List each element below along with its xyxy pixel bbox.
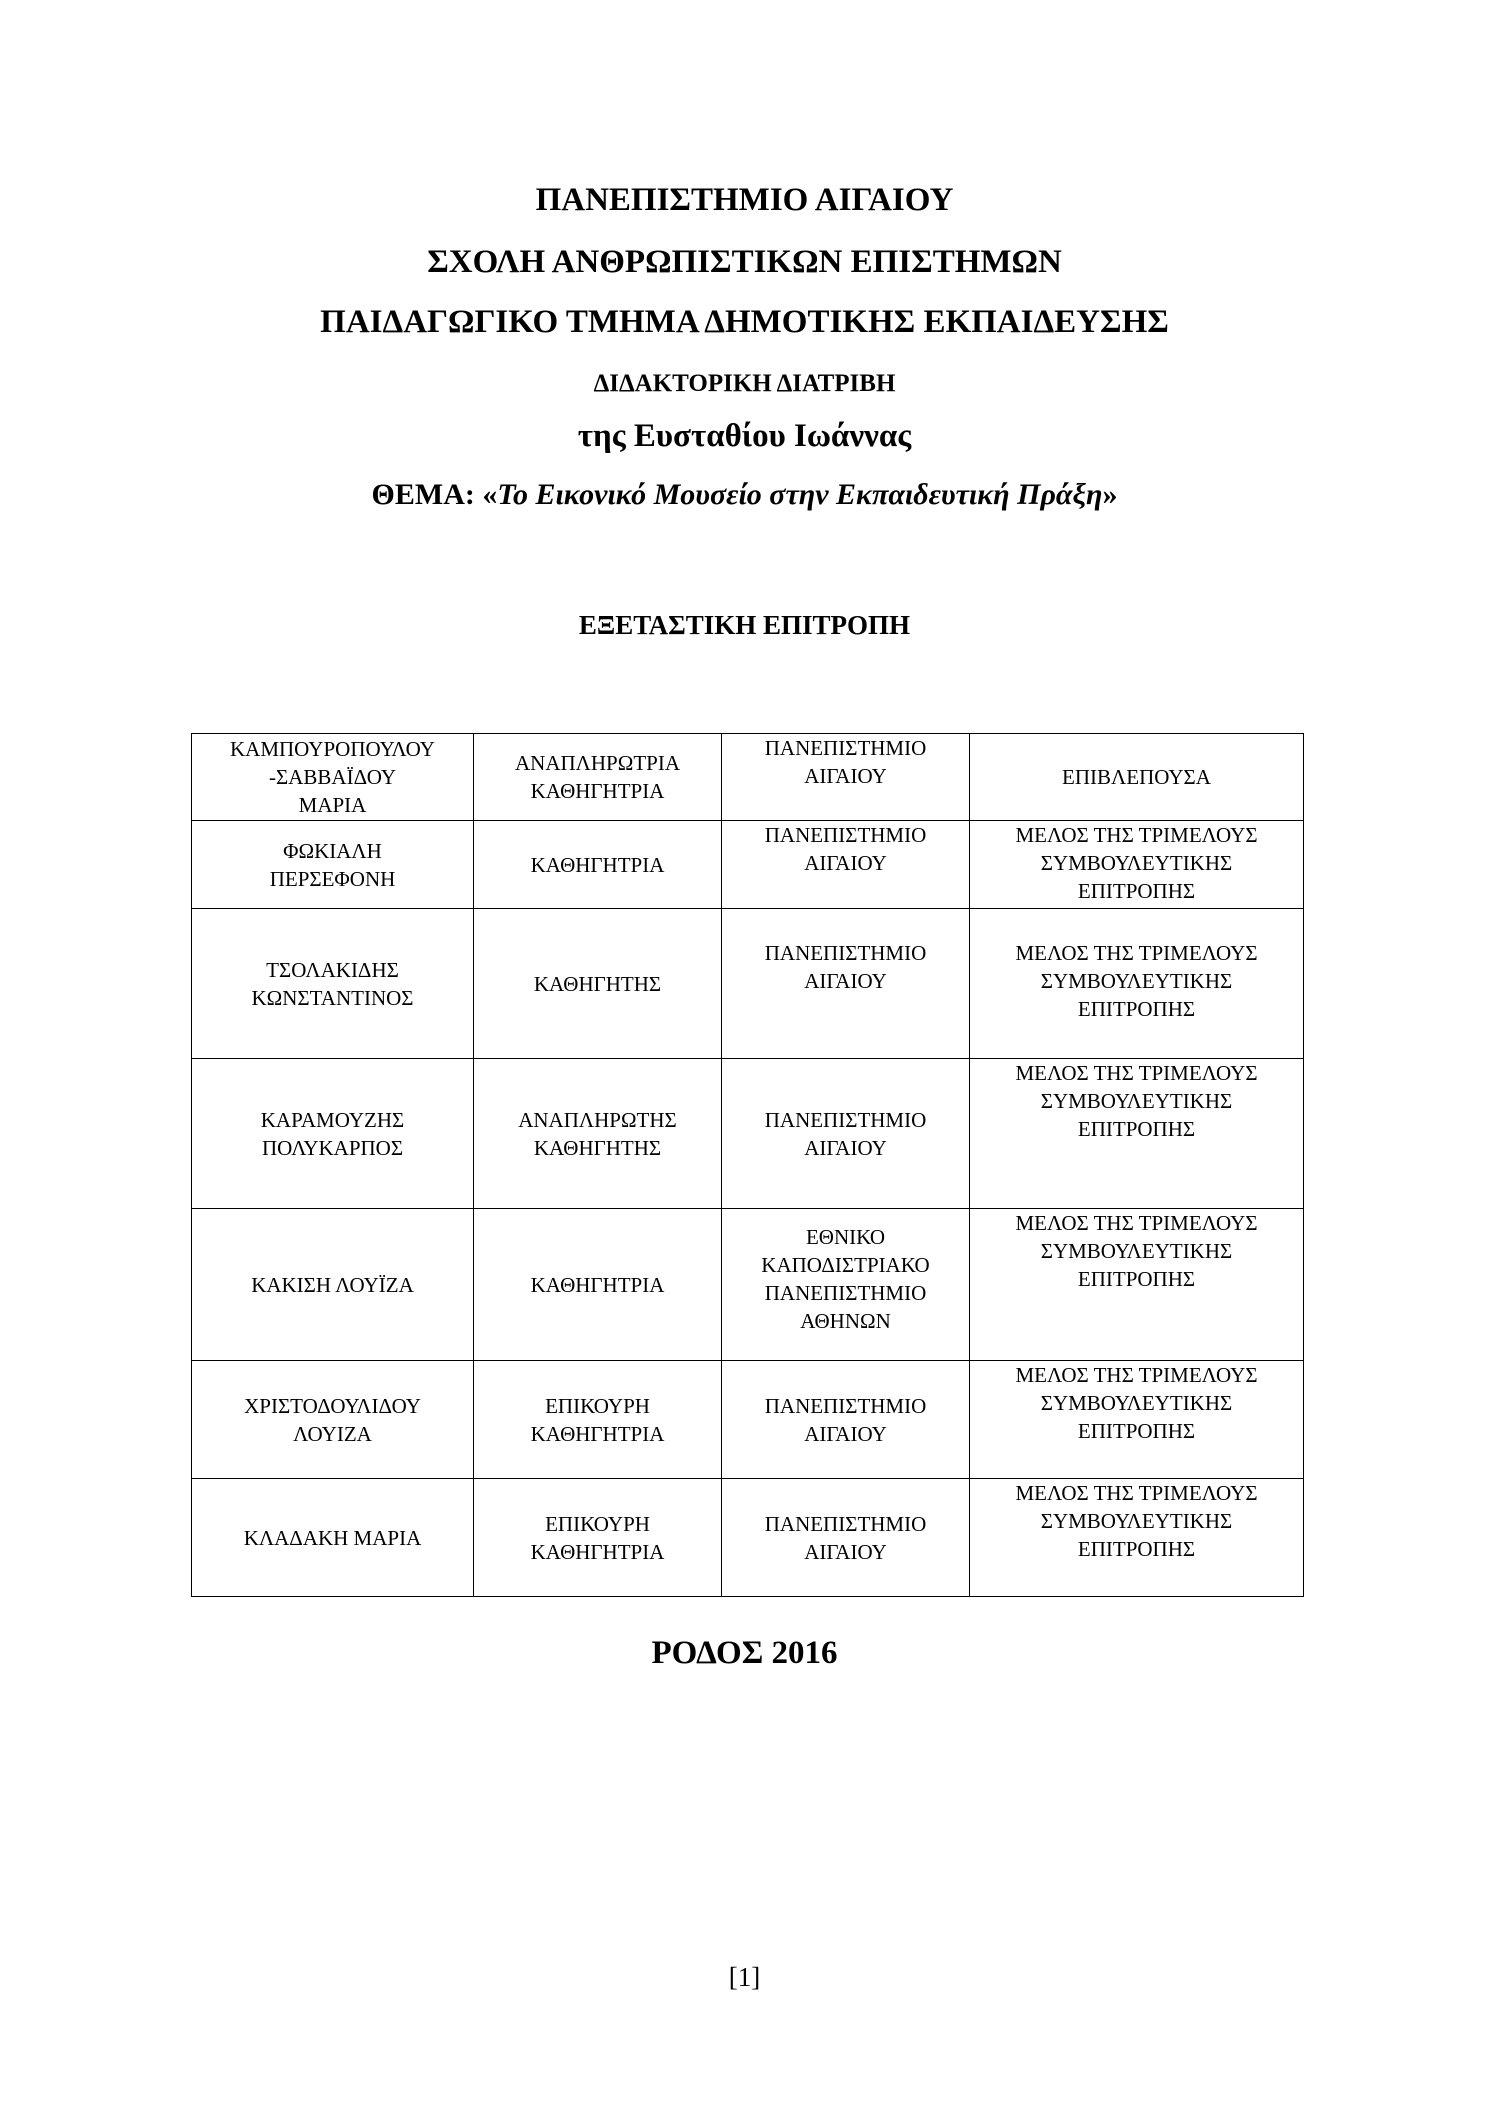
member-role — [970, 1059, 1304, 1209]
member-name — [192, 909, 474, 1059]
member-name — [192, 1209, 474, 1361]
table-row — [192, 734, 1304, 821]
member-rank — [474, 821, 722, 909]
table-row — [192, 1361, 1304, 1479]
member-name-text: ΚΑΡΑΜΟΥΖΗΣ ΠΟΛΥΚΑΡΠΟΣ — [260, 1107, 405, 1160]
member-rank — [474, 734, 722, 821]
member-institution — [722, 1059, 970, 1209]
member-institution — [722, 909, 970, 1059]
table-row — [192, 1209, 1304, 1361]
member-institution-text: ΠΑΝΕΠΙΣΤΗΜΙΟ ΑΙΓΑΙΟΥ — [764, 941, 927, 993]
member-institution-text: ΠΑΝΕΠΙΣΤΗΜΙΟ ΑΙΓΑΙΟΥ — [764, 823, 927, 875]
member-rank-text: ΕΠΙΚΟΥΡΗ ΚΑΘΗΓΗΤΡΙΑ — [530, 1511, 665, 1564]
member-institution — [722, 1209, 970, 1361]
member-name-text: ΚΑΚΙΣΗ ΛΟΥΪΖΑ — [251, 1272, 414, 1297]
table-row — [192, 1479, 1304, 1597]
author-line: της Ευσταθίου Ιωάννας — [577, 418, 912, 454]
table-row — [192, 1059, 1304, 1209]
member-rank-text: ΕΠΙΚΟΥΡΗ ΚΑΘΗΓΗΤΡΙΑ — [530, 1393, 665, 1446]
document-type: ΔΙΔΑΚΤΟΡΙΚΗ ΔΙΑΤΡΙΒΗ — [593, 370, 896, 397]
member-name-text: ΤΣΟΛΑΚΙΔΗΣ ΚΩΝΣΤΑΝΤΙΝΟΣ — [251, 957, 414, 1010]
member-rank — [474, 1209, 722, 1361]
topic-close: » — [1102, 478, 1118, 511]
member-name — [192, 1479, 474, 1597]
member-rank-text: ΚΑΘΗΓΗΤΡΙΑ — [530, 852, 665, 877]
committee-heading: ΕΞΕΤΑΣΤΙΚΗ ΕΠΙΤΡΟΠΗ — [578, 610, 911, 640]
table-row — [192, 821, 1304, 909]
member-role-text: ΕΠΙΒΛΕΠΟΥΣΑ — [1062, 765, 1211, 789]
member-rank-text: ΑΝΑΠΛΗΡΩΤΡΙΑ ΚΑΘΗΓΗΤΡΙΑ — [514, 751, 680, 803]
member-name — [192, 734, 474, 821]
member-rank — [474, 1361, 722, 1479]
topic-label: ΘΕΜΑ: « — [371, 478, 498, 511]
member-name — [192, 1361, 474, 1479]
member-institution — [722, 734, 970, 821]
member-rank — [474, 1059, 722, 1209]
member-role-text: ΜΕΛΟΣ ΤΗΣ ΤΡΙΜΕΛΟΥΣ ΣΥΜΒΟΥΛΕΥΤΙΚΗΣ ΕΠΙΤΡΟΠΗΣ — [1015, 823, 1258, 903]
topic-title: Το Εικονικό Μουσείο στην Εκπαιδευτική Πράξη — [497, 478, 1103, 511]
member-institution-text: ΠΑΝΕΠΙΣΤΗΜΙΟ ΑΙΓΑΙΟΥ — [764, 1393, 927, 1446]
member-role-text: ΜΕΛΟΣ ΤΗΣ ΤΡΙΜΕΛΟΥΣ ΣΥΜΒΟΥΛΕΥΤΙΚΗΣ ΕΠΙΤΡΟΠΗΣ — [1015, 1481, 1258, 1561]
page-number: [1] — [728, 1962, 761, 1992]
member-role — [970, 821, 1304, 909]
member-role-text: ΜΕΛΟΣ ΤΗΣ ΤΡΙΜΕΛΟΥΣ ΣΥΜΒΟΥΛΕΥΤΙΚΗΣ ΕΠΙΤΡΟΠΗΣ — [1015, 1363, 1258, 1443]
member-institution-text: ΕΘΝΙΚΟ ΚΑΠΟΔΙΣΤΡΙΑΚΟ ΠΑΝΕΠΙΣΤΗΜΙΟ ΑΘΗΝΩΝ — [761, 1225, 930, 1333]
university-name: ΠΑΝΕΠΙΣΤΗΜΙΟ ΑΙΓΑΙΟΥ — [535, 182, 954, 218]
member-name-text: ΚΛΑΔΑΚΗ ΜΑΡΙΑ — [243, 1525, 422, 1550]
school-name: ΣΧΟΛΗ ΑΝΘΡΩΠΙΣΤΙΚΩΝ ΕΠΙΣΤΗΜΩΝ — [427, 244, 1062, 280]
place-year: ΡΟΔΟΣ 2016 — [651, 1635, 838, 1671]
member-institution — [722, 1361, 970, 1479]
member-role — [970, 1479, 1304, 1597]
member-rank — [474, 1479, 722, 1597]
member-role-text: ΜΕΛΟΣ ΤΗΣ ΤΡΙΜΕΛΟΥΣ ΣΥΜΒΟΥΛΕΥΤΙΚΗΣ ΕΠΙΤΡΟΠΗΣ — [1015, 941, 1258, 1021]
member-institution-text: ΠΑΝΕΠΙΣΤΗΜΙΟ ΑΙΓΑΙΟΥ — [764, 1511, 927, 1564]
member-institution — [722, 821, 970, 909]
member-name-text: ΧΡΙΣΤΟΔΟΥΛΙΔΟΥ ΛΟΥΙΖΑ — [244, 1393, 421, 1446]
member-name — [192, 1059, 474, 1209]
member-role — [970, 1209, 1304, 1361]
member-name-text: ΦΩΚΙΑΛΗ ΠΕΡΣΕΦΟΝΗ — [269, 838, 396, 891]
member-rank-text: ΚΑΘΗΓΗΤΡΙΑ — [530, 1272, 665, 1297]
member-name — [192, 821, 474, 909]
member-institution-text: ΠΑΝΕΠΙΣΤΗΜΙΟ ΑΙΓΑΙΟΥ — [764, 736, 927, 788]
member-role-text: ΜΕΛΟΣ ΤΗΣ ΤΡΙΜΕΛΟΥΣ ΣΥΜΒΟΥΛΕΥΤΙΚΗΣ ΕΠΙΤΡΟΠΗΣ — [1015, 1211, 1258, 1291]
table-row — [192, 909, 1304, 1059]
member-name-text: ΚΑΜΠΟΥΡΟΠΟΥΛΟΥ -ΣΑΒΒΑΪΔΟΥ ΜΑΡΙΑ — [230, 737, 435, 817]
member-institution — [722, 1479, 970, 1597]
member-role — [970, 1361, 1304, 1479]
department-name: ΠΑΙΔΑΓΩΓΙΚΟ ΤΜΗΜΑ ΔΗΜΟΤΙΚΗΣ ΕΚΠΑΙΔΕΥΣΗΣ — [320, 304, 1169, 340]
member-institution-text: ΠΑΝΕΠΙΣΤΗΜΙΟ ΑΙΓΑΙΟΥ — [764, 1107, 927, 1160]
member-rank-text: ΚΑΘΗΓΗΤΗΣ — [533, 971, 662, 996]
member-role — [970, 734, 1304, 821]
member-rank — [474, 909, 722, 1059]
committee-table — [191, 733, 1304, 1597]
member-role — [970, 909, 1304, 1059]
member-rank-text: ΑΝΑΠΛΗΡΩΤΗΣ ΚΑΘΗΓΗΤΗΣ — [518, 1107, 677, 1160]
topic-line — [0, 478, 1489, 512]
member-role-text: ΜΕΛΟΣ ΤΗΣ ΤΡΙΜΕΛΟΥΣ ΣΥΜΒΟΥΛΕΥΤΙΚΗΣ ΕΠΙΤΡΟΠΗΣ — [1015, 1061, 1258, 1141]
